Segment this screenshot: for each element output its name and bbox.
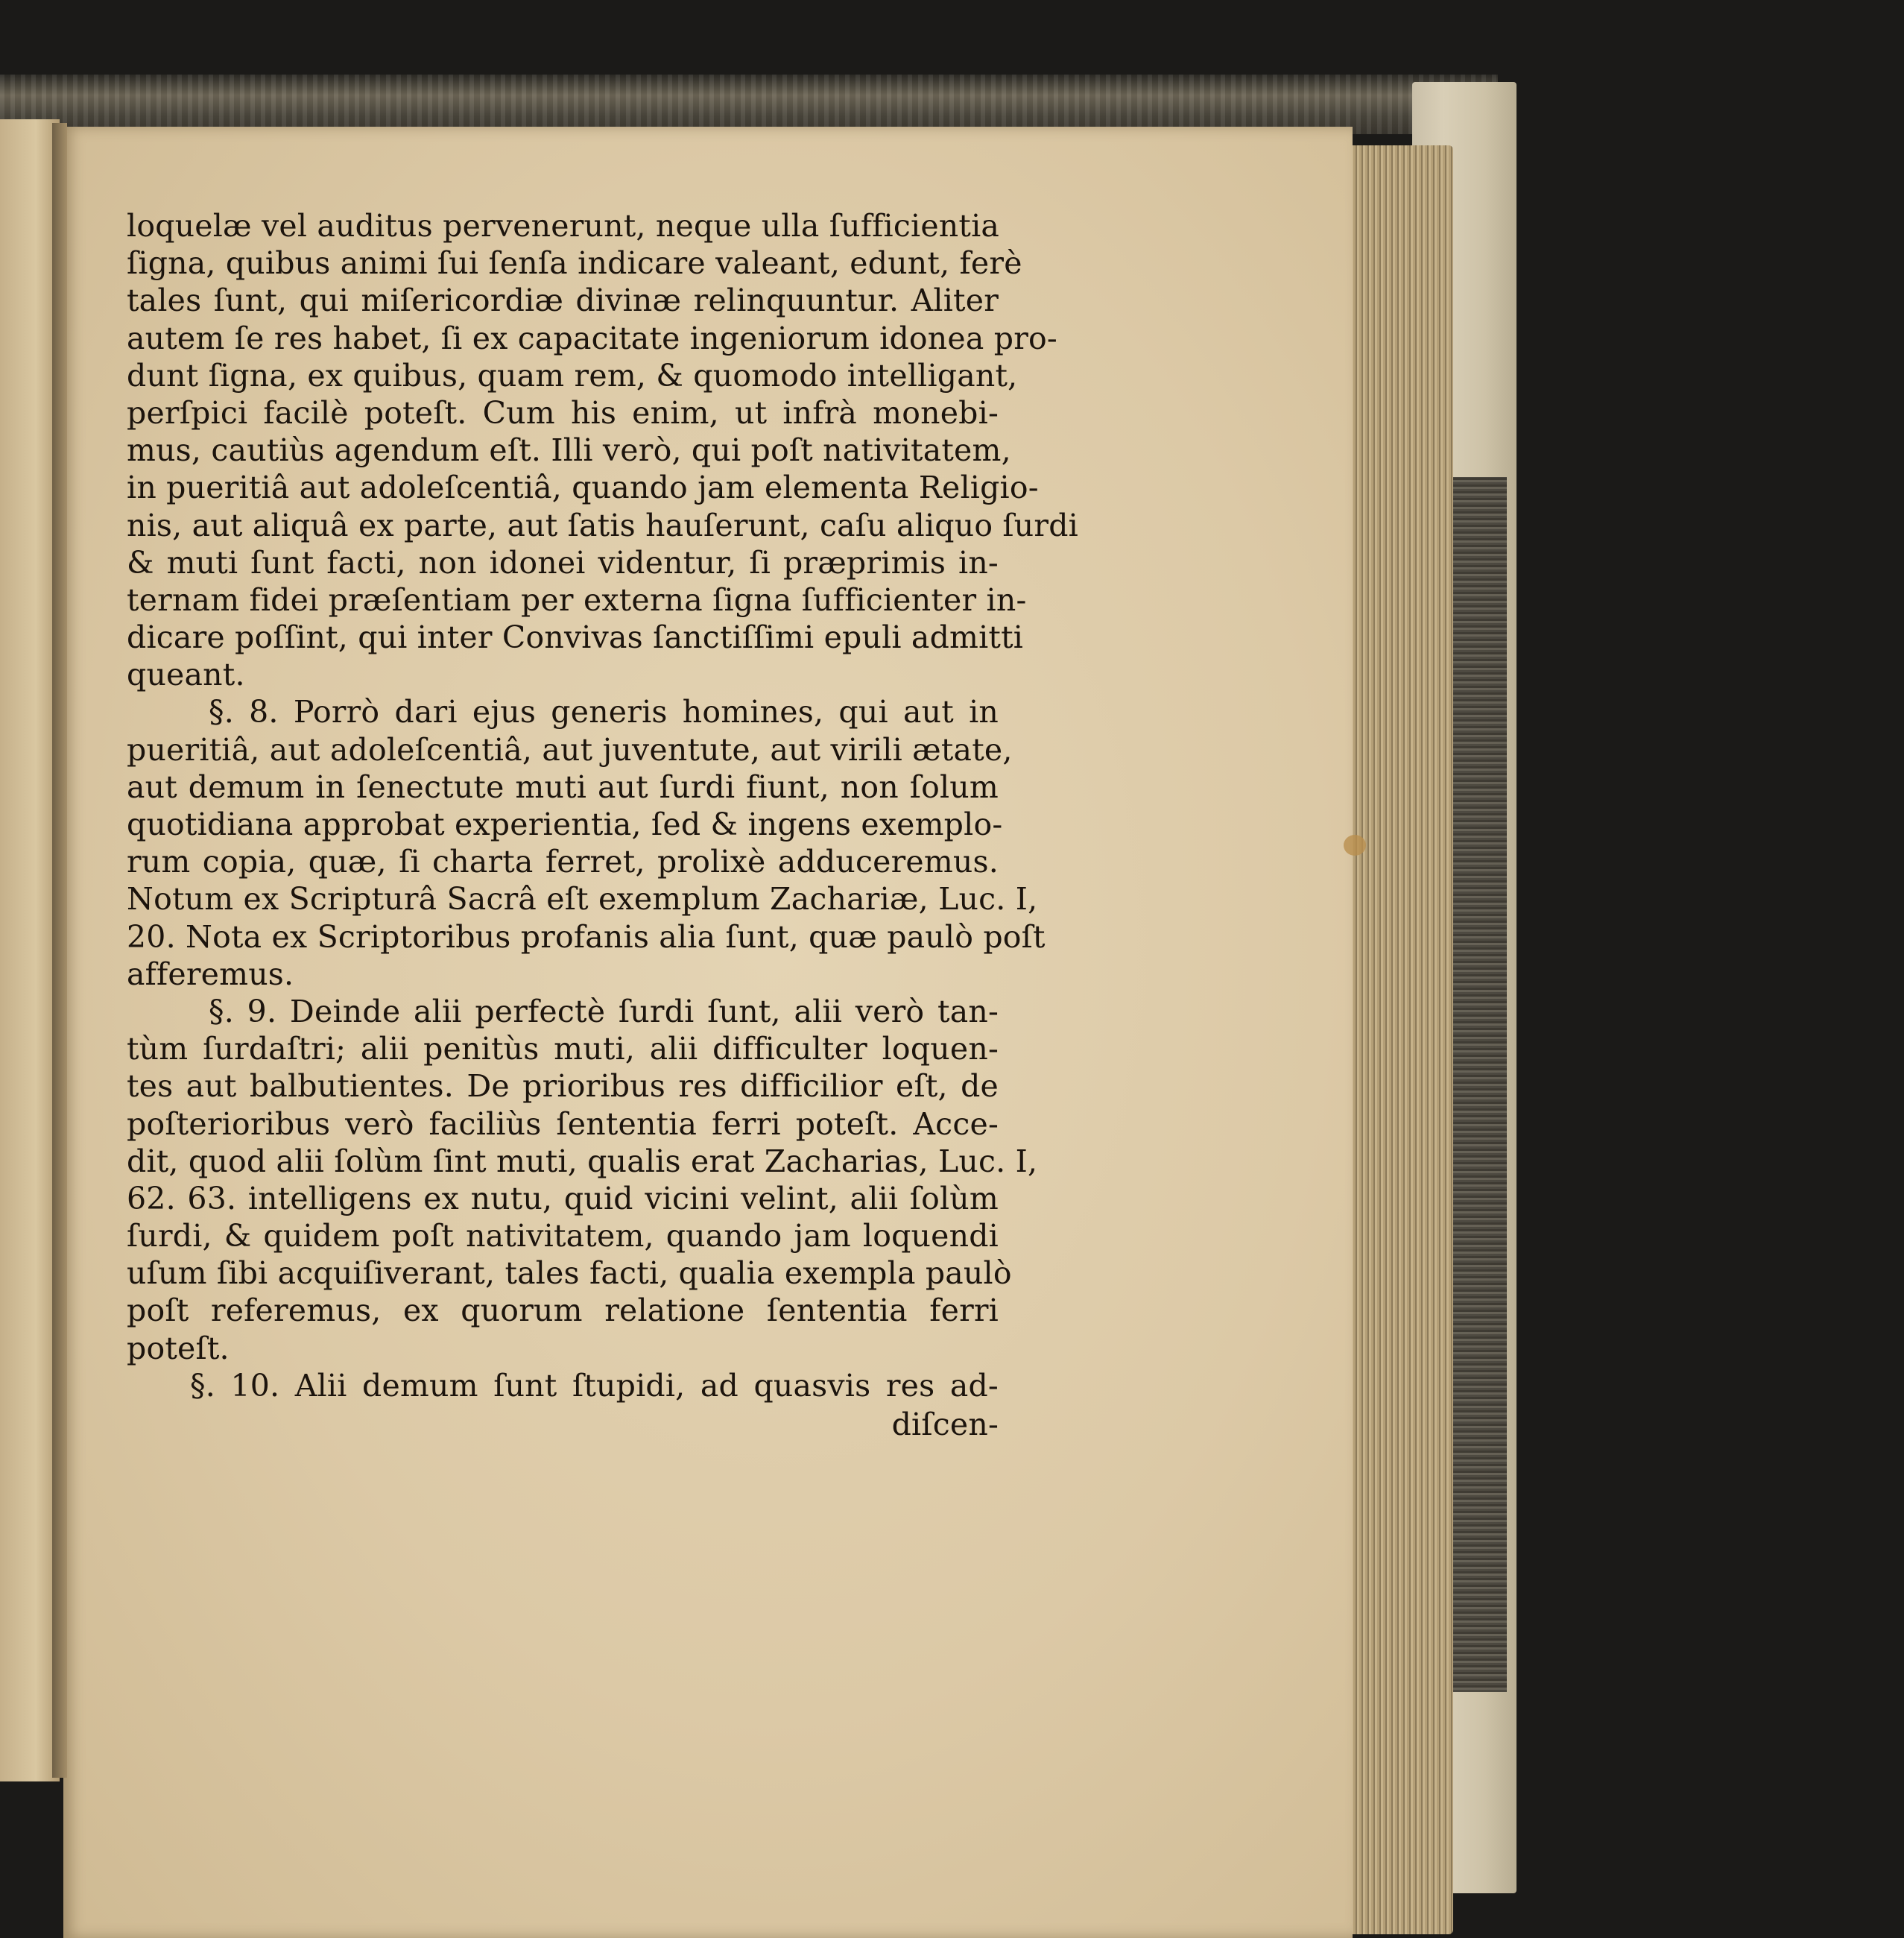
book-cover-top-edge	[0, 75, 1498, 134]
text-line: ſigna, quibus animi ſui ſenſa indicare valeant, edunt, ferè	[127, 245, 1022, 282]
previous-page-edge	[0, 119, 60, 1781]
catchword: diſcen-	[891, 1407, 999, 1442]
text-line: dicare poſſint, qui inter Convivas ſanctiſſimi epuli admitti	[127, 619, 1024, 656]
cover-marbled-strip	[1453, 477, 1507, 1692]
page-stain	[1344, 835, 1366, 856]
text-line: 62. 63. intelligens ex nutu, quid vicini velint, alii ſolùm	[127, 1180, 999, 1216]
text-line: poſterioribus verò faciliùs ſententia ferri poteſt. Acce-	[127, 1105, 999, 1142]
text-line: dunt ſigna, ex quibus, quam rem, & quomodo intelligant,	[127, 357, 1018, 394]
text-line: poſt referemus, ex quorum relatione ſententia ferri	[127, 1292, 999, 1329]
text-line: Notum ex Scripturâ Sacrâ eſt exemplum Zachariæ, Luc. I,	[127, 881, 1038, 918]
text-line: dit, quod alii ſolùm ſint muti, qualis erat Zacharias, Luc. I,	[127, 1143, 1038, 1179]
text-line: afferemus.	[127, 956, 294, 992]
text-line: mus, cautiùs agendum eſt. Illi verò, qui poſt nativitatem,	[127, 432, 1011, 469]
text-line: rum copia, quæ, ſi charta ferret, prolixè adduceremus.	[127, 844, 999, 880]
text-line: & muti ſunt facti, non idonei videntur, ſi præprimis in-	[127, 544, 999, 581]
text-line: 20. Nota ex Scriptoribus profanis alia ſunt, quæ paulò poſt	[127, 918, 1046, 955]
text-line: nis, aut aliquâ ex parte, aut ſatis hauſerunt, caſu aliquo ſurdi	[127, 507, 1078, 543]
text-line: in pueritiâ aut adoleſcentiâ, quando jam elementa Religio-	[127, 470, 1039, 506]
text-line: ſurdi, & quidem poſt nativitatem, quando jam loquendi	[127, 1218, 999, 1254]
text-line: queant.	[127, 657, 245, 693]
text-line: tes aut balbutientes. De prioribus res difficilior eſt, de	[127, 1068, 999, 1105]
book-gutter	[52, 123, 67, 1778]
text-line: perſpici facilè poteſt. Cum his enim, ut infrà monebi-	[127, 394, 999, 431]
text-line: autem ſe res habet, ſi ex capacitate ingeniorum idonea pro-	[127, 320, 1057, 356]
paragraph-9-start: §. 9. Deinde alii perfectè ſurdi ſunt, alii verò tan-	[209, 993, 999, 1029]
paragraph-10-start: §. 10. Alii demum ſunt ſtupidi, ad quasvis res ad-	[190, 1367, 999, 1404]
paragraph-8-start: §. 8. Porrò dari ejus generis homines, qui aut in	[209, 694, 999, 730]
text-line: tùm ſurdaſtri; alii penitùs muti, alii difficulter loquen-	[127, 1031, 999, 1067]
text-line: ternam fidei præſentiam per externa ſigna ſufficienter in-	[127, 581, 1027, 618]
page-text	[127, 207, 1078, 1443]
stacked-leaf-edges	[1341, 145, 1453, 1934]
text-line: loquelæ vel auditus pervenerunt, neque ulla ſufficientia	[127, 208, 1000, 244]
text-line: poteſt.	[127, 1330, 230, 1366]
text-line: quotidiana approbat experientia, ſed & ingens exemplo-	[127, 807, 1003, 842]
text-line: aut demum in ſenectute muti aut ſurdi fiunt, non ſolum	[127, 768, 999, 805]
text-line: uſum ſibi acquiſiverant, tales facti, qualia exempla paulò	[127, 1255, 1012, 1292]
text-line: pueritiâ, aut adoleſcentiâ, aut juventute, aut virili ætate,	[127, 731, 1013, 768]
text-line: tales ſunt, qui miſericordiæ divinæ relinquuntur. Aliter	[127, 283, 999, 319]
